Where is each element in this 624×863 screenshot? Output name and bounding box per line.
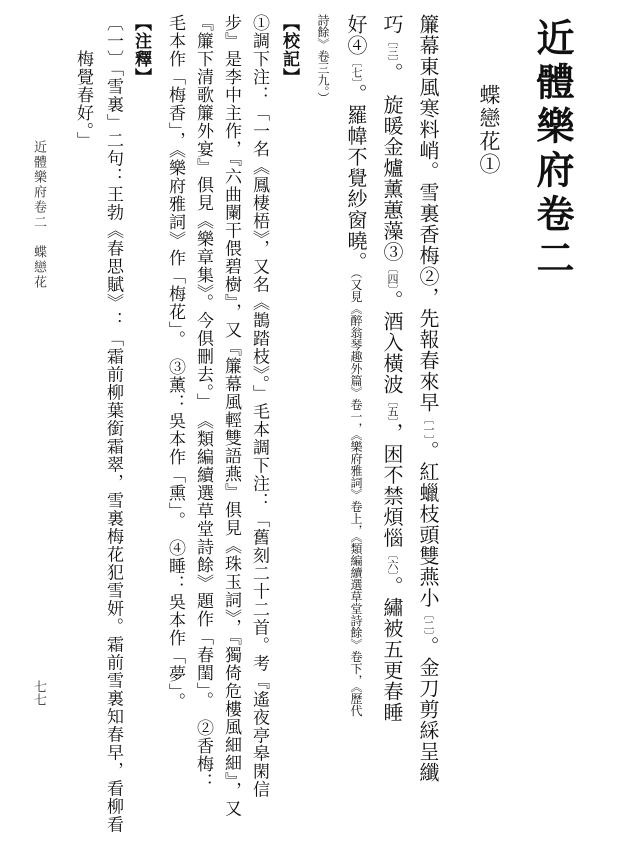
book-title: 近體樂府卷二 bbox=[530, 18, 575, 282]
lyric-text: 。酒入橫波 bbox=[380, 290, 404, 395]
lyric-text: 。紅蠟枝頭雙燕小 bbox=[416, 440, 440, 609]
lyric-line-1 bbox=[418, 14, 438, 783]
collation-mark: ② bbox=[416, 266, 440, 287]
lyric-text: 。羅幃不覺紗窗曉。 bbox=[344, 83, 368, 273]
collation-heading: 【校記】 bbox=[279, 14, 299, 86]
annotation-line-2: 梅覺春好。」 bbox=[73, 50, 93, 150]
lyric-text: 巧 bbox=[380, 14, 404, 35]
annotation-ref: 〔七〕 bbox=[350, 56, 363, 84]
running-title: 近體樂府卷二 蝶戀花 bbox=[31, 140, 46, 290]
annotation-heading: 【注釋】 bbox=[131, 14, 151, 86]
lyric-line-3 bbox=[346, 14, 366, 717]
annotation-ref: 〔三〕 bbox=[386, 35, 399, 63]
lyric-text: 。 旋暖金爐薰蕙藻 bbox=[380, 62, 404, 242]
lyric-text: ，困不禁煩惱 bbox=[380, 422, 404, 549]
annotation-ref: 〔一〕 bbox=[422, 413, 435, 441]
annotation-ref: 〔四〕 bbox=[386, 262, 399, 290]
source-note-continued: 詩餘》卷三九。） bbox=[316, 14, 330, 104]
lyric-text: 。繡被五更春睡 bbox=[380, 576, 404, 723]
lyric-line-2 bbox=[382, 14, 402, 723]
source-note: （又見《醉翁琴趣外篇》卷一，《樂府雅詞》卷上，《類編續選草堂詩餘》卷下，《歷代 bbox=[349, 272, 363, 717]
annotation-ref: 〔五〕 bbox=[386, 395, 399, 423]
collation-line-1: ①調下注：「一名《鳳棲梧》，又名《鵲踏枝》。」毛本調下注：「舊刻二十二首。考『遙夜亭皋閑信 bbox=[249, 14, 269, 799]
page-number: 七七 bbox=[31, 680, 46, 706]
annotation-ref: 〔六〕 bbox=[386, 548, 399, 576]
annotation-ref: 〔二〕 bbox=[422, 608, 435, 636]
cipai-note-mark: ① bbox=[477, 153, 501, 176]
collation-line-3: 『簾下清歌簾外宴』俱見《樂章集》。今俱刪去。」 《類編續選草堂詩餘》題作「春閨」。 ②香梅： bbox=[193, 14, 213, 791]
collation-line-4: 毛本作「梅香」，《樂府雅詞》作「梅花」。 ③薰：吳本作「熏」。 ④睡：吳本作「夢」。 bbox=[165, 14, 185, 711]
collation-mark: ③ bbox=[380, 241, 404, 263]
collation-line-2: 步』是李中主作，『六曲闌干偎碧樹』，又『簾幕風輕雙語燕』俱見《珠玉詞》，『獨倚危樓風細細』，又 bbox=[221, 14, 241, 818]
lyric-text: 簾幕東風寒料峭。雪裏香梅 bbox=[416, 14, 440, 266]
annotation-line-1: 〔一〕「雪裏」二句：王勃《春思賦》：「霜前柳葉銜霜翠，雪裏梅花犯雪妍。霜前雪裏知春早，看柳看 bbox=[103, 14, 123, 834]
cipai-name: 蝶戀花 bbox=[477, 84, 501, 153]
collation-mark: ④ bbox=[344, 35, 368, 56]
lyric-text: 好 bbox=[344, 14, 368, 35]
lyric-text: ，先報春來早 bbox=[416, 287, 440, 413]
cipai-title bbox=[474, 84, 504, 176]
lyric-text: 。金刀剪綵呈纖 bbox=[416, 636, 440, 783]
